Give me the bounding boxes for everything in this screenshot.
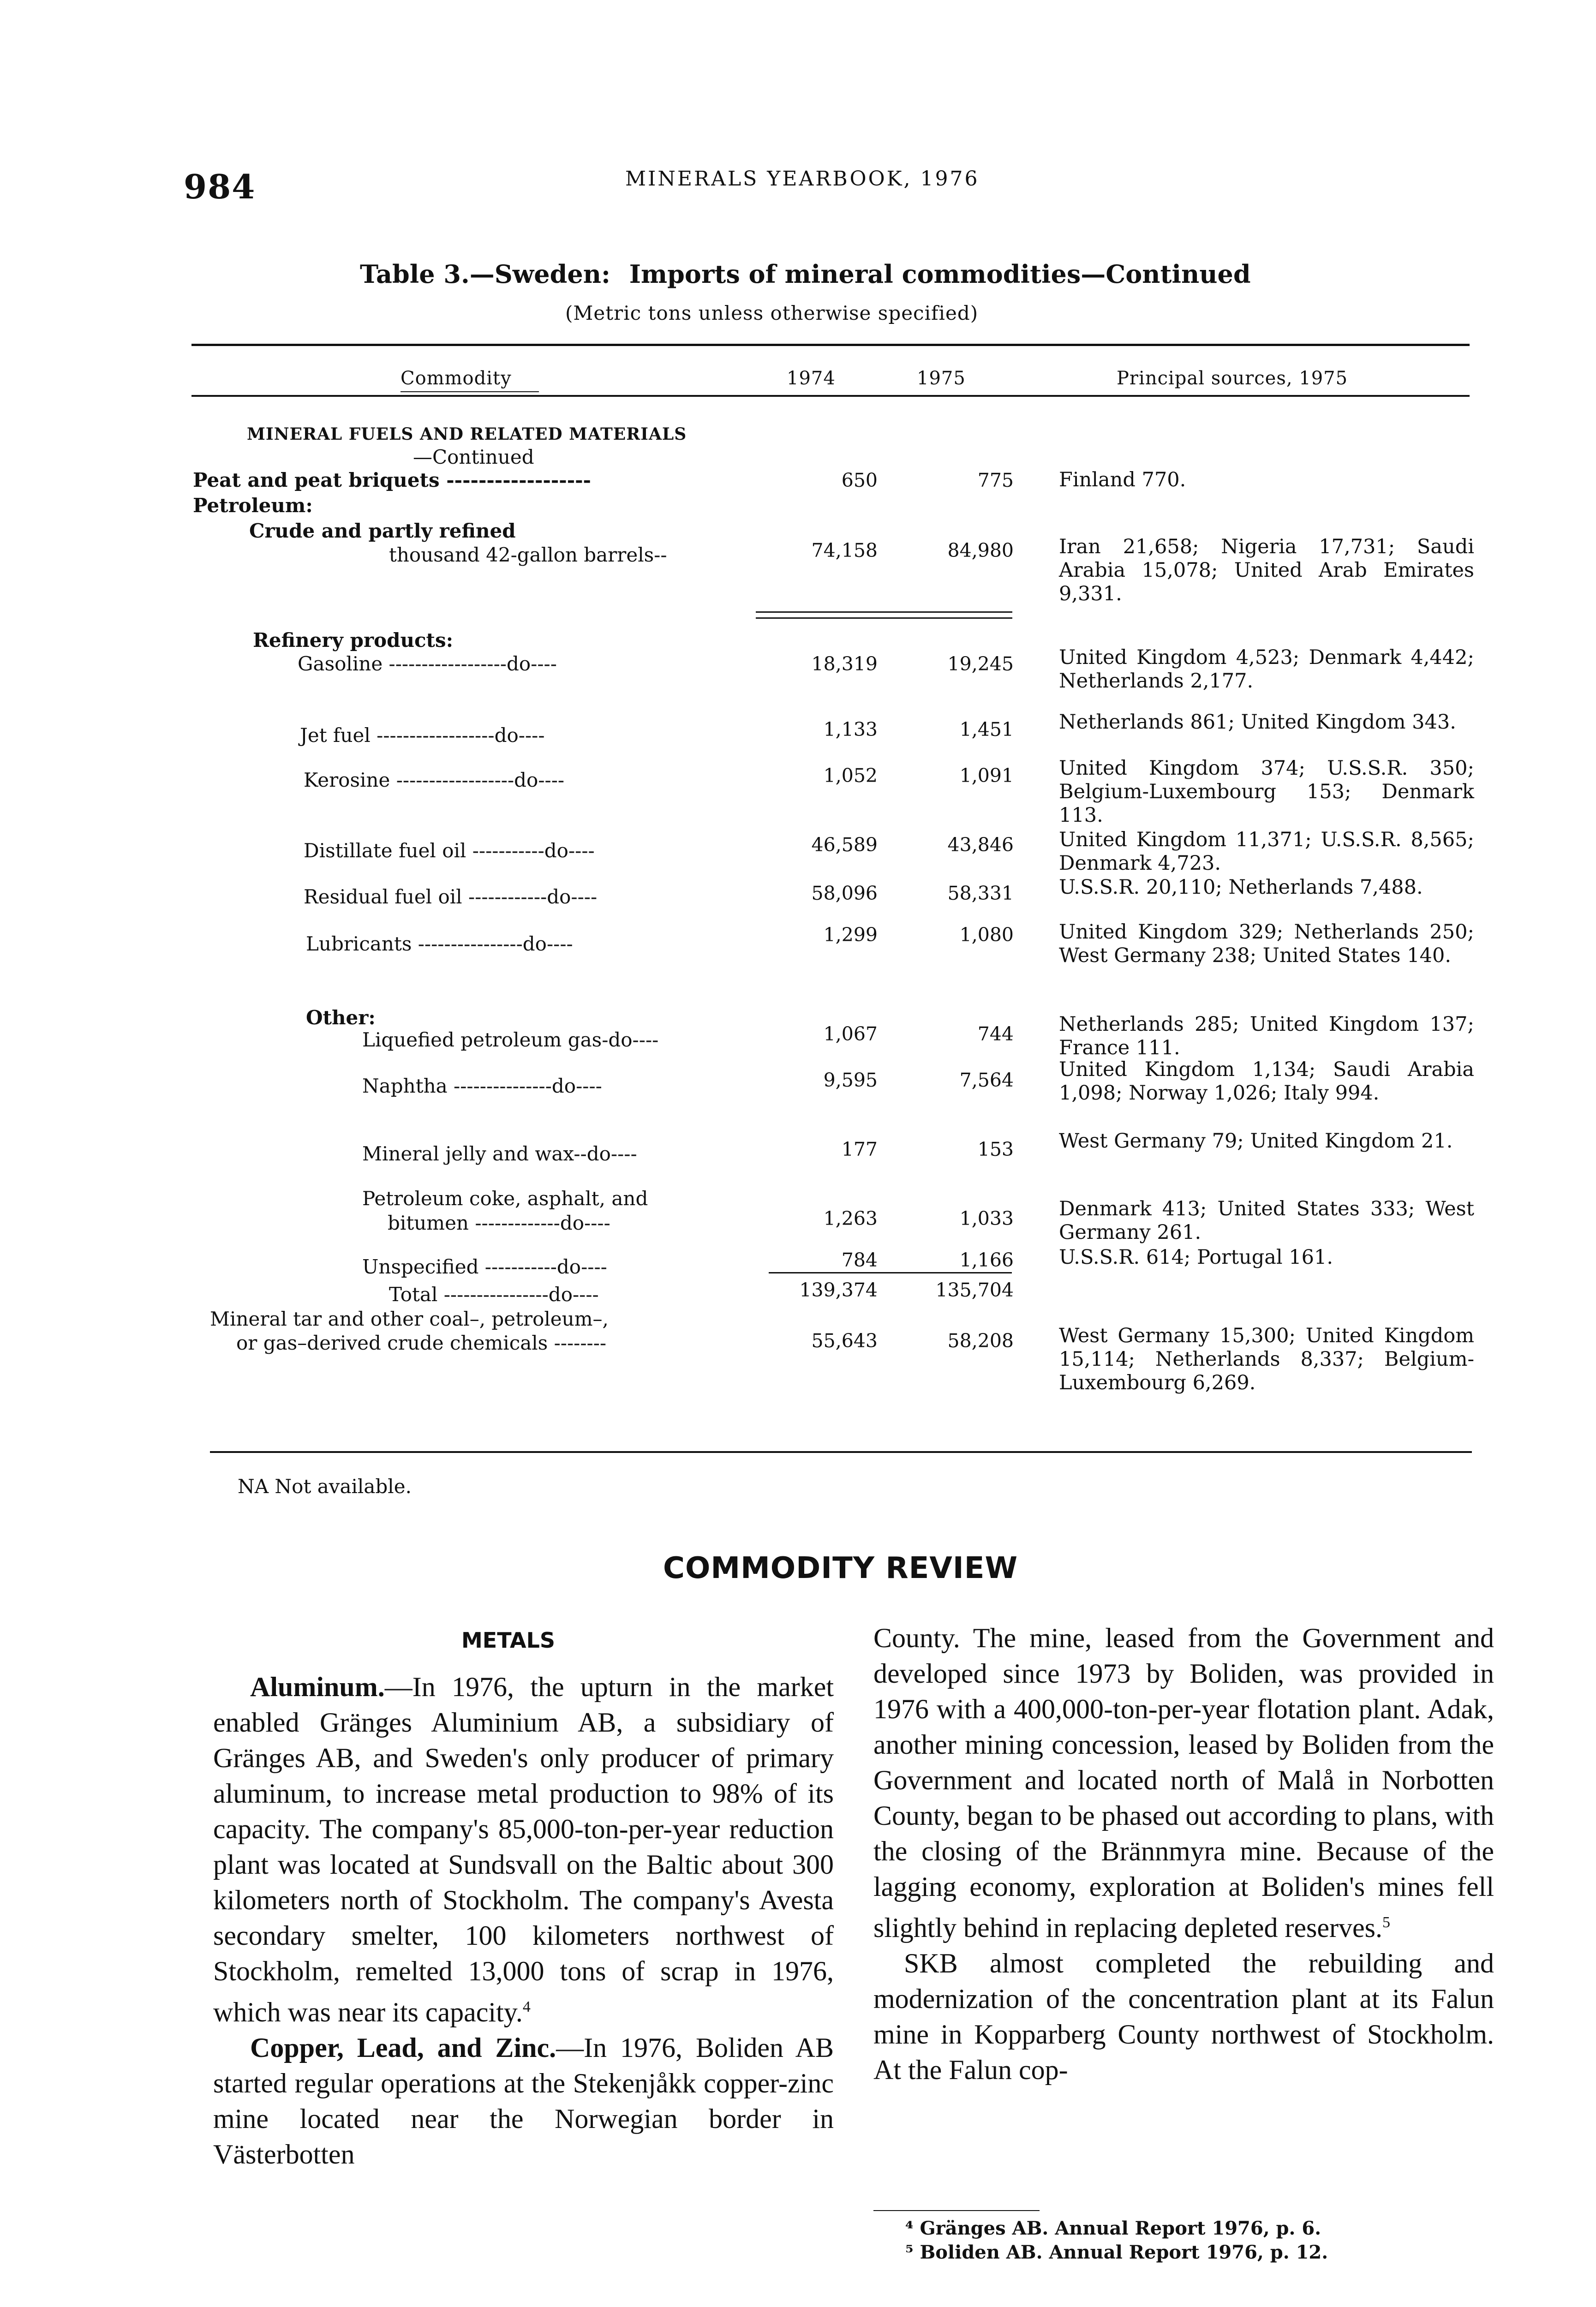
value-1975: 7,564 — [959, 1069, 1014, 1091]
row-label-jet-fuel: Jet fuel ------------------do---- — [300, 724, 545, 747]
right-column-paragraph-1 — [873, 1620, 1494, 1946]
value-1974: 784 — [841, 1249, 878, 1271]
row-label-peat: Peat and peat briquets ------------------ — [193, 469, 591, 491]
footnote-4: ⁴ Gränges AB. Annual Report 1976, p. 6. — [905, 2217, 1321, 2239]
row-label-gasoline: Gasoline ------------------do---- — [298, 652, 557, 675]
footnote-5: ⁵ Boliden AB. Annual Report 1976, p. 12. — [905, 2241, 1328, 2263]
sources-cell: United Kingdom 329; Netherlands 250; West Germany 238; United States 140. — [1059, 920, 1474, 967]
row-label-coke-line1: Petroleum coke, asphalt, and — [362, 1187, 648, 1210]
aluminum-paragraph — [213, 1669, 834, 2030]
row-label-refinery: Refinery products: — [253, 629, 454, 651]
value-1974: 55,643 — [811, 1330, 878, 1352]
table-title — [360, 259, 1251, 289]
aluminum-text: —In 1976, the upturn in the market enabled Gränges Aluminium AB, a subsidiary of Gränges AB, and Sweden's only producer of primary aluminum, to increase metal production to 98% of its capacity. The company's 85,000-ton-per-year reduction plant was located at Sundsvall on the Baltic about 300 kilometers north of Stockholm. The company's Avesta secondary smelter, 100 kilometers northwest of Stockholm, remelted 13,000 tons of scrap in 1976, which was near its capacity. — [213, 1672, 834, 2027]
sources-cell: United Kingdom 1,134; Saudi Arabia 1,098; Norway 1,026; Italy 994. — [1059, 1058, 1474, 1105]
value-1975: 1,033 — [959, 1207, 1014, 1230]
copper-title: Copper, Lead, and Zinc. — [250, 2032, 556, 2063]
value-1975: 775 — [977, 469, 1014, 491]
value-1974: 46,589 — [811, 834, 878, 856]
column-header-1974: 1974 — [787, 368, 836, 389]
table-bottom-rule — [210, 1451, 1472, 1453]
table-header-rule — [191, 395, 1470, 397]
table-title-main: Imports of mineral commodities—Continued — [629, 259, 1251, 289]
value-1975: 43,846 — [947, 834, 1014, 856]
section-heading: MINERAL FUELS AND RELATED MATERIALS — [247, 424, 687, 444]
row-label-distillate: Distillate fuel oil -----------do---- — [304, 839, 595, 862]
row-label-petroleum: Petroleum: — [193, 494, 313, 517]
section-continued: —Continued — [413, 446, 534, 468]
value-1974: 74,158 — [811, 539, 878, 562]
value-1974: 177 — [841, 1138, 878, 1160]
value-1975: 19,245 — [947, 653, 1014, 675]
value-1974: 18,319 — [811, 653, 878, 675]
value-1974: 1,067 — [823, 1023, 878, 1045]
column-header-commodity: Commodity — [400, 368, 512, 389]
row-label-crude-line2: thousand 42-gallon barrels-- — [389, 544, 667, 566]
sources-cell: U.S.S.R. 20,110; Netherlands 7,488. — [1059, 876, 1423, 899]
sources-cell: Iran 21,658; Nigeria 17,731; Saudi Arabia 15,078; United Arab Emirates 9,331. — [1059, 535, 1474, 605]
row-label-lubricants: Lubricants ----------------do---- — [306, 932, 573, 955]
commodity-underline — [400, 391, 539, 392]
row-label-crude-line1: Crude and partly refined — [249, 520, 516, 542]
sources-cell: United Kingdom 374; U.S.S.R. 350; Belgium-Luxembourg 153; Denmark 113. — [1059, 757, 1474, 827]
copper-text: —In 1976, Boliden AB started regular operations at the Stekenjåkk copper-zinc mine located near the Norwegian border in Västerbotten — [213, 2032, 834, 2170]
sources-cell: U.S.S.R. 614; Portugal 161. — [1059, 1246, 1333, 1269]
value-1974: 650 — [841, 469, 878, 491]
section-double-rule-bottom — [756, 617, 1012, 619]
row-label-tar-line2: or gas–derived crude chemicals -------- — [236, 1332, 607, 1354]
value-1974: 1,263 — [823, 1207, 878, 1230]
sources-cell: United Kingdom 11,371; U.S.S.R. 8,565; Denmark 4,723. — [1059, 828, 1474, 875]
row-label-kerosine: Kerosine ------------------do---- — [304, 769, 565, 791]
row-label-lpg: Liquefied petroleum gas-do---- — [362, 1028, 659, 1051]
commodity-review-heading: COMMODITY REVIEW — [663, 1551, 1018, 1585]
value-1975: 84,980 — [947, 539, 1014, 562]
page-number: 984 — [184, 167, 256, 206]
value-1975: 1,166 — [959, 1249, 1014, 1271]
sources-cell: West Germany 79; United Kingdom 21. — [1059, 1130, 1453, 1153]
sources-cell: Netherlands 861; United Kingdom 343. — [1059, 711, 1456, 734]
value-1975: 153 — [977, 1138, 1014, 1160]
value-1974: 9,595 — [823, 1069, 878, 1091]
row-label-other: Other: — [306, 1006, 376, 1029]
row-label-naphtha: Naphtha ---------------do---- — [362, 1075, 602, 1097]
copper-paragraph — [213, 2030, 834, 2172]
sources-cell: Denmark 413; United States 333; West Germany 261. — [1059, 1197, 1474, 1244]
value-1974: 139,374 — [799, 1279, 878, 1301]
value-1974: 58,096 — [811, 882, 878, 904]
footnote-rule — [873, 2210, 1040, 2211]
row-label-coke-line2: bitumen -------------do---- — [388, 1212, 610, 1234]
value-1974: 1,299 — [823, 924, 878, 946]
row-label-residual: Residual fuel oil ------------do---- — [304, 885, 598, 908]
boliden-ref: 5 — [1382, 1914, 1390, 1931]
column-header-1975: 1975 — [917, 368, 966, 389]
row-label-unspecified: Unspecified -----------do---- — [362, 1255, 607, 1278]
row-label-tar-line1: Mineral tar and other coal–, petroleum–, — [210, 1308, 609, 1330]
value-1975: 1,080 — [959, 924, 1014, 946]
value-1975: 1,091 — [959, 765, 1014, 787]
table-top-rule — [191, 344, 1470, 346]
value-1975: 744 — [977, 1023, 1014, 1045]
value-1975: 58,331 — [947, 882, 1014, 904]
right-column — [873, 1620, 1494, 2088]
sources-cell: West Germany 15,300; United Kingdom 15,114; Netherlands 8,337; Belgium-Luxembourg 6,269. — [1059, 1324, 1474, 1394]
table-title-prefix: Table 3.—Sweden: — [360, 259, 610, 289]
value-1975: 58,208 — [947, 1330, 1014, 1352]
sources-cell: Finland 770. — [1059, 468, 1186, 491]
aluminum-title: Aluminum. — [250, 1672, 385, 1702]
row-label-mineral-jelly: Mineral jelly and wax--do---- — [362, 1142, 637, 1165]
value-1974: 1,133 — [823, 718, 878, 741]
aluminum-ref: 4 — [522, 1998, 531, 2015]
sources-cell: Netherlands 285; United Kingdom 137; France 111. — [1059, 1013, 1474, 1059]
total-rule — [769, 1272, 1012, 1273]
left-column — [213, 1669, 834, 2172]
column-header-sources: Principal sources, 1975 — [1117, 368, 1348, 389]
right-column-text-1: County. The mine, leased from the Government and developed since 1973 by Boliden, was provided in 1976 with a 400,000-ton-per-year flotation plant. Adak, another mining concession, leased by Boliden from the Government and located north of Malå in Norbotten County, began to be phased out according to plans, with the closing of the Brännmyra mine. Because of the lagging economy, exploration at Boliden's mines fell slightly behind in replacing depleted reserves. — [873, 1623, 1494, 1943]
value-1974: 1,052 — [823, 765, 878, 787]
right-column-text-2: SKB almost completed the rebuilding and modernization of the concentration plant at its Falun mine in Kopparberg County northwest of Stockholm. At the Falun cop- — [873, 1948, 1494, 2085]
right-column-paragraph-2 — [873, 1946, 1494, 2088]
value-1975: 135,704 — [935, 1279, 1014, 1301]
row-label-total: Total ----------------do---- — [389, 1283, 599, 1306]
section-double-rule-top — [756, 611, 1012, 613]
table-subtitle: (Metric tons unless otherwise specified) — [565, 302, 979, 324]
metals-heading: METALS — [461, 1628, 556, 1653]
table-footnote: NA Not available. — [238, 1475, 412, 1498]
value-1975: 1,451 — [959, 718, 1014, 741]
running-head: MINERALS YEARBOOK, 1976 — [625, 167, 980, 191]
sources-cell: United Kingdom 4,523; Denmark 4,442; Netherlands 2,177. — [1059, 646, 1474, 693]
